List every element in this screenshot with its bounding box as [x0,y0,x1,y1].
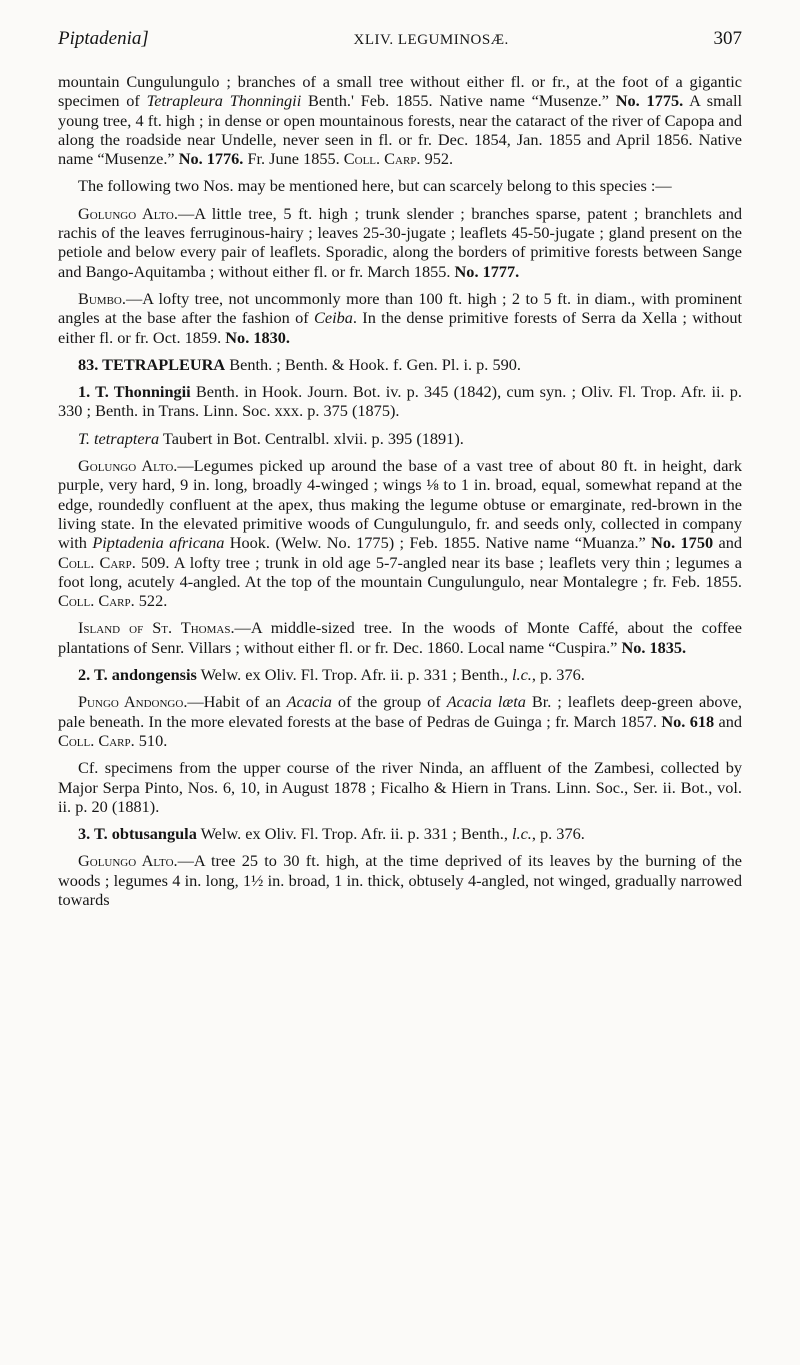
text-run: l.c. [511,824,532,844]
paragraph [58,72,742,168]
text-run: Golungo Alto. [78,456,178,476]
text-run: Coll. Carp. [58,591,135,611]
text-run: . In the dense primitive forests of Serra da Xella ; without either fl. or fr. Oct. 1859. [58,308,742,347]
paragraph [58,429,742,448]
text-run: No. 1775. [615,91,684,111]
text-run: 509. A lofty tree ; trunk in old age 5-7-angled near its base ; leaflets very thin ; legumes a foot long, acutely 4-angled. At the top of the mountain Cungulungulo, near Montalegre ; fr. Feb. 1855. [58,552,742,591]
paragraph [58,692,742,750]
text-run: Piptadenia africana [92,533,225,553]
text-run: No. 1777. [454,261,520,281]
header-family: XLIV. LEGUMINOSÆ. [353,32,509,48]
text-run: Fr. June 1855. [243,149,344,169]
paragraph [58,355,742,374]
text-run: Taubert in Bot. Centralbl. xlvii. p. 395 (1891). [159,428,464,448]
text-run: Island of St. Thomas. [78,618,235,638]
text-run: Welw. ex Oliv. Fl. Trop. Afr. ii. p. 331 ; Benth., [196,824,512,844]
text-run: 3. T. obtusangula [78,824,197,844]
text-run: 2. T. andongensis [78,665,197,685]
paragraph [58,758,742,816]
running-header [58,28,742,50]
text-run: The following two Nos. may be mentioned here, but can scarcely belong to this species :— [78,176,672,196]
text-run: 952. [420,149,454,169]
text-run: T. tetraptera [78,428,160,448]
text-run: —Habit of an [187,692,287,712]
text-run: Benth.' Feb. 1855. Native name “Musenze.” [301,91,616,111]
text-run: of the group of [331,692,447,712]
text-run: Benth. ; Benth. & Hook. f. Gen. Pl. i. p. 590. [225,354,521,374]
page-body [58,72,742,909]
text-run: Acacia [286,692,332,712]
text-run: —Legumes picked up around the base of a vast tree of about 80 ft. in height, dark purple, very hard, 9 in. long, broadly 4-winged ; wings ⅛ to 1 in. broad, equal, somewhat repand at the edge, roundedly confluent at the apex, thus making the legume obtuse or emarginate, red-brown in the living state. In the elevated primitive woods of Cungulungulo, fr. and seeds only, collected in company with [58,456,742,553]
text-run: No. 1835. [621,637,687,657]
paragraph [58,824,742,843]
paragraph [58,382,742,421]
text-run: Coll. Carp. [343,149,421,169]
page-number: 307 [713,28,742,49]
text-run: 510. [134,730,168,750]
paragraph [58,176,742,195]
text-run: Hook. (Welw. No. 1775) ; Feb. 1855. Native name “Muanza.” [224,533,652,553]
text-run: Golungo Alto. [78,851,178,871]
text-run: , p. 376. [531,665,585,685]
text-run: No. 1830. [225,327,290,347]
text-run: No. 1750 [651,533,714,553]
text-run: Benth. in Hook. Journ. Bot. iv. p. 345 (1842), cum syn. ; Oliv. Fl. Trop. Afr. ii. p. 330 ; Benth. in Trans. Linn. Soc. xxx. p. 375 (1875). [58,382,742,421]
text-run: , p. 376. [531,824,585,844]
text-run: 83. TETRAPLEURA [78,354,226,374]
text-run: No. 618 [661,711,715,731]
text-run: mountain Cungulungulo ; branches of a small tree without either fl. or fr., at the foot of a gigantic specimen of [58,72,742,111]
text-run: Cf. specimens from the upper course of the river Ninda, an affluent of the Zambesi, collected by Major Serpa Pinto, Nos. 6, 10, in August 1878 ; Ficalho & Hiern in Trans. Linn. Soc., Ser. ii. Bot., vol. ii. p. 20 (1881). [58,758,742,816]
text-run: Coll. Carp. [58,552,136,572]
text-run: A small young tree, 4 ft. high ; in dense or open mountainous forests, near the cataract of the river of Capopa and along the roadside near Undelle, never seen in fl. or fr. Dec. 1854, Jan. 1855 and April 1856. Native name “Musenze.” [58,91,743,169]
text-run: and [713,533,743,553]
text-run: l.c. [511,665,532,685]
text-run: and [714,711,743,731]
text-run: Coll. Carp. [58,730,135,750]
text-run: Acacia læta [446,692,526,712]
text-run: Pungo Andongo. [78,692,188,712]
text-run: 1. T. Thonningii [78,382,191,402]
text-run: Tetrapleura Thonningii [146,91,302,111]
text-run: 522. [134,591,168,611]
paragraph [58,289,742,347]
text-run: Br. ; leaflets deep-green above, pale beneath. In the more elevated forests at the base of Pedras de Guinga ; fr. March 1857. [58,692,742,731]
paragraph [58,456,742,610]
text-run: Welw. ex Oliv. Fl. Trop. Afr. ii. p. 331 ; Benth., [196,665,512,685]
text-run: —A lofty tree, not uncommonly more than 100 ft. high ; 2 to 5 ft. in diam., with prominent angles at the base after the fashion of [58,288,742,328]
text-run: Golungo Alto. [78,203,178,223]
text-run: Bumbo. [78,288,126,308]
text-run: Ceiba [314,308,353,328]
text-run: —A tree 25 to 30 ft. high, at the time deprived of its leaves by the burning of the woods ; legumes 4 in. long, 1½ in. broad, 1 in. thick, obtusely 4-angled, not winged, gradually narrowed towards [58,851,742,909]
paragraph [58,851,742,909]
paragraph [58,204,742,281]
header-genus: Piptadenia] [58,28,149,49]
paragraph [58,665,742,684]
text-run: —A middle-sized tree. In the woods of Monte Caffé, about the coffee plantations of Senr. Villars ; without either fl. or fr. Dec. 1860. Local name “Cuspira.” [58,618,742,657]
text-run: No. 1776. [178,149,244,169]
text-run: —A little tree, 5 ft. high ; trunk slender ; branches sparse, patent ; branchlets and rachis of the leaves ferruginous-hairy ; leaves 25-30-jugate ; leaflets 45-50-jugate ; gland present on the petiole and below every pair of leaflets. Sporadic, along the borders of primitive forests between Sange and Bango-Aquitamba ; without either fl. or fr. March 1855. [58,203,742,281]
paragraph [58,618,742,657]
